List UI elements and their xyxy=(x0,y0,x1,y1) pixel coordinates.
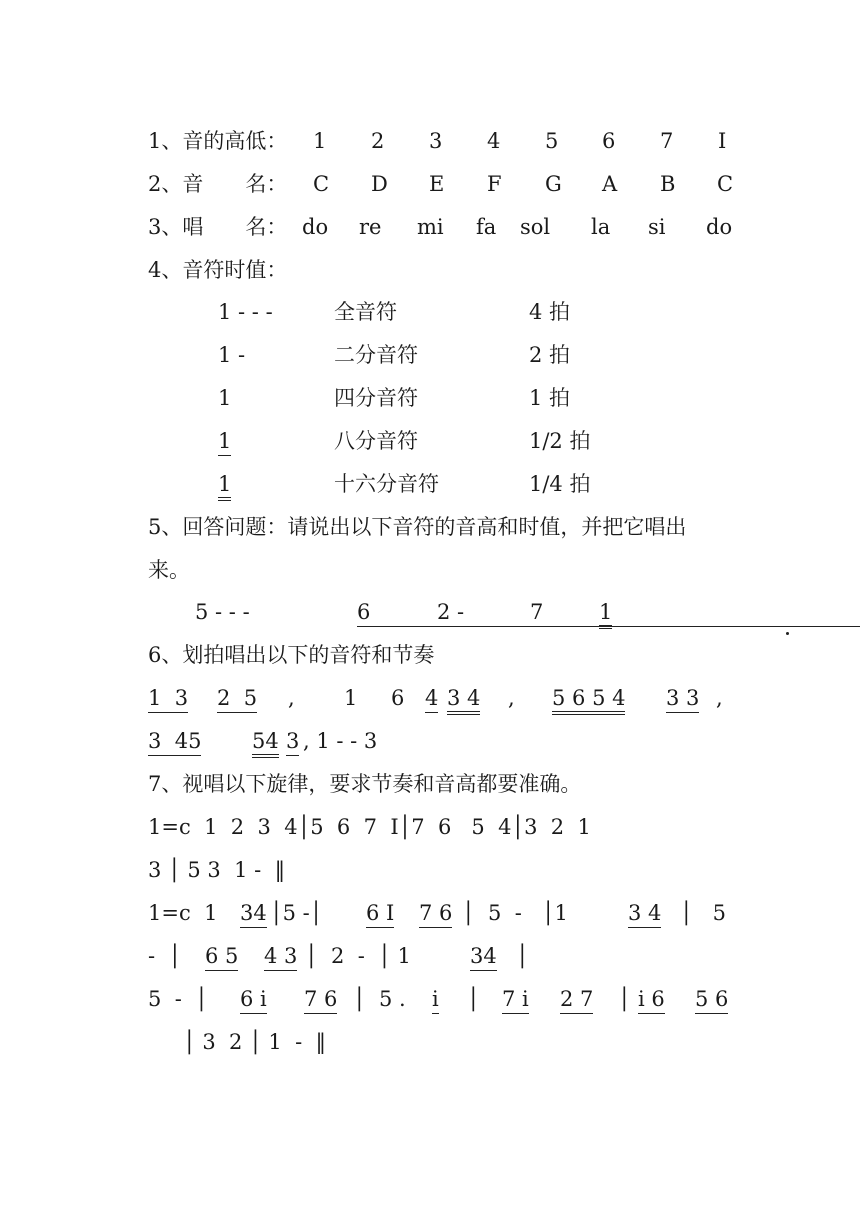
quarter-note-name: 四分音符 xyxy=(334,386,418,410)
rhythm-comma: , xyxy=(288,686,295,710)
pitch-4: 4 xyxy=(487,129,501,153)
melody-2-segment: 6 I xyxy=(366,903,394,928)
rhythm-note: 6 xyxy=(391,686,405,710)
pitch-5: 5 xyxy=(545,129,559,153)
note-name-3: E xyxy=(429,172,445,196)
eighth-note-notation: 1 xyxy=(218,431,231,456)
melody-3-segment: │ xyxy=(467,987,480,1011)
pitch-1: 1 xyxy=(313,129,327,153)
note-name-2: D xyxy=(371,172,388,196)
eighth-note-beats: 1/2 拍 xyxy=(529,429,591,453)
melody-2-segment: 6 5 xyxy=(205,946,238,971)
rhythm-group: 54 xyxy=(252,731,279,758)
melody-2-segment: 7 6 xyxy=(419,903,452,928)
melody-2-segment: │ xyxy=(516,944,529,968)
rhythm-group: 5 6 5 4 xyxy=(552,688,625,715)
question-note-2: 6 xyxy=(357,602,860,627)
melody-3-segment: │ xyxy=(618,987,631,1011)
solfege-4: fa xyxy=(476,215,497,239)
half-note-beats: 2 拍 xyxy=(529,343,571,367)
melody-2-segment: │ 2 - │ 1 xyxy=(305,944,411,968)
melody-2-segment: 4 3 xyxy=(264,946,297,971)
quarter-note-beats: 1 拍 xyxy=(529,386,571,410)
melody-2-segment: 3 4 xyxy=(628,903,661,928)
question-note-3: 2 - xyxy=(437,600,465,624)
note-name-7: B xyxy=(660,172,676,196)
melody-3-segment: 6 i xyxy=(240,989,267,1014)
note-name-label: 2、音 名： xyxy=(148,172,288,196)
note-name-4: F xyxy=(487,172,502,196)
rhythm-group: 1 3 xyxy=(148,688,188,713)
solfege-7: si xyxy=(648,215,666,239)
pitch-8: I xyxy=(718,129,727,153)
rhythm-comma: , xyxy=(716,686,723,710)
rhythm-group: 3 4 xyxy=(447,688,480,715)
melody-1-line-2: 3 │ 5 3 1 - ‖ xyxy=(148,858,286,882)
whole-note-name: 全音符 xyxy=(334,300,397,324)
melody-2-segment: - │ xyxy=(148,944,182,968)
rhythm-note: 4 xyxy=(425,688,438,713)
rhythm-group: 3 3 xyxy=(666,688,699,713)
solfege-1: do xyxy=(302,215,329,239)
question-note-4: 7 xyxy=(530,600,544,624)
whole-note-notation: 1 - - - xyxy=(218,300,273,324)
note-name-8: C xyxy=(717,172,734,196)
sixteenth-note-notation: 1 xyxy=(218,474,231,501)
quarter-note-notation: 1 xyxy=(218,386,232,410)
eighth-note-name: 八分音符 xyxy=(334,429,418,453)
question-note-5: 1 xyxy=(599,602,612,629)
solfege-2: re xyxy=(359,215,382,239)
melody-3-segment: 5 6 xyxy=(695,989,728,1014)
rhythm-ending: , 1 - - 3 xyxy=(303,729,378,753)
whole-note-beats: 4 拍 xyxy=(529,300,571,324)
section-4-title: 4、音符时值： xyxy=(148,258,288,282)
melody-3-segment: i xyxy=(432,989,439,1014)
melody-2-segment: 34 xyxy=(240,903,267,928)
note-name-1: C xyxy=(313,172,330,196)
solfege-label: 3、唱 名： xyxy=(148,215,288,239)
pitch-label: 1、音的高低： xyxy=(148,129,288,153)
question-note-1: 5 - - - xyxy=(195,600,250,624)
section-5-title-cont: 来。 xyxy=(148,558,190,582)
rhythm-group: 2 5 xyxy=(217,688,257,713)
pitch-2: 2 xyxy=(371,129,385,153)
section-5-title: 5、回答问题：请说出以下音符的音高和时值，并把它唱出 xyxy=(148,515,687,539)
rhythm-note: 3 xyxy=(286,731,299,756)
melody-3-segment: i 6 xyxy=(638,989,665,1014)
solfege-5: sol xyxy=(520,215,551,239)
melody-2-segment: 34 xyxy=(470,946,497,971)
section-7-title: 7、视唱以下旋律，要求节奏和音高都要准确。 xyxy=(148,772,582,796)
sixteenth-note-beats: 1/4 拍 xyxy=(529,472,591,496)
sixteenth-note-name: 十六分音符 xyxy=(334,472,439,496)
melody-3-segment: 7 i xyxy=(502,989,529,1014)
melody-2-segment: │5 -│ xyxy=(270,901,323,925)
melody-1-line-1: 1=c 1 2 3 4│5 6 7 I│7 6 5 4│3 2 1 xyxy=(148,815,591,839)
melody-3-segment: 5 - │ xyxy=(148,987,208,1011)
pitch-6: 6 xyxy=(602,129,616,153)
note-name-6: A xyxy=(602,172,618,196)
section-6-title: 6、划拍唱出以下的音符和节奏 xyxy=(148,643,435,667)
rhythm-comma: , xyxy=(508,686,515,710)
melody-3-line-2: │ 3 2 │ 1 - ‖ xyxy=(183,1030,327,1054)
melody-2-segment: 1=c 1 xyxy=(148,901,218,925)
melody-2-segment: │ 5 - │1 xyxy=(462,901,568,925)
half-note-name: 二分音符 xyxy=(334,343,418,367)
melody-3-segment: 2 7 xyxy=(560,989,593,1014)
rhythm-note: 1 xyxy=(344,686,358,710)
half-note-notation: 1 - xyxy=(218,343,246,367)
melody-2-segment: │ 5 xyxy=(680,901,727,925)
solfege-6: la xyxy=(591,215,611,239)
rhythm-group: 3 45 xyxy=(148,731,201,756)
melody-3-segment: 7 6 xyxy=(304,989,337,1014)
solfege-8: do xyxy=(706,215,733,239)
note-name-5: G xyxy=(545,172,562,196)
solfege-3: mi xyxy=(417,215,444,239)
melody-3-segment: │ 5 . xyxy=(353,987,406,1011)
pitch-3: 3 xyxy=(429,129,443,153)
pitch-7: 7 xyxy=(660,129,674,153)
